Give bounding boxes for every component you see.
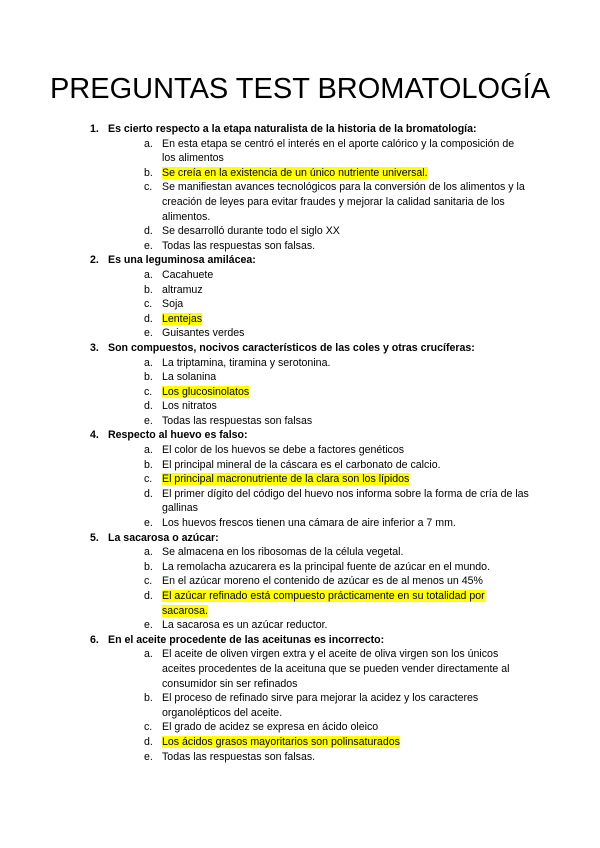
answer-option-highlighted [144,472,530,487]
option-letter: e. [144,517,153,530]
option-text: Se creía en la existencia de un único nutriente universal. [162,166,428,179]
question-text: En el aceite procedente de las aceitunas es incorrecto: [108,633,385,646]
question-item [90,341,530,429]
question-number: 4. [90,429,99,442]
option-letter: b. [144,166,153,179]
option-text: El azúcar refinado está compuesto prácticamente en su totalidad por sacarosa. [162,590,485,617]
option-letter: c. [144,473,153,486]
answer-option [144,399,530,414]
answer-options [108,356,530,429]
option-text: Todas las respuestas son falsas [162,414,313,427]
answer-option-highlighted [144,312,530,327]
option-text: Cacahuete [162,268,214,281]
option-text: Se almacena en los ribosomas de la célula vegetal. [162,546,404,559]
answer-option [144,283,530,298]
option-letter: d. [144,312,153,325]
option-text: El color de los huevos se debe a factores genéticos [162,444,405,457]
option-letter: e. [144,619,153,632]
answer-option [144,750,530,765]
option-text: La triptamina, tiramina y serotonina. [162,356,331,369]
option-text: Guisantes verdes [162,327,245,340]
option-letter: c. [144,721,153,734]
question-item [90,531,530,633]
answer-option-highlighted [144,385,530,400]
answer-option [144,268,530,283]
answer-option [144,545,530,560]
answer-option [144,574,530,589]
option-text: El proceso de refinado sirve para mejorar la acidez y los caracteres organolépticos del aceite. [162,692,479,719]
option-letter: e. [144,327,153,340]
answer-option [144,458,530,473]
option-letter: e. [144,414,153,427]
answer-option [144,356,530,371]
option-text: Lentejas [162,312,203,325]
answer-options [108,443,530,531]
question-item [90,253,530,341]
option-text: Los glucosinolatos [162,385,250,398]
option-text: El principal macronutriente de la clara son los lípidos [162,473,410,486]
answer-option [144,414,530,429]
answer-option [144,516,530,531]
question-item [90,633,530,764]
question-list [90,122,530,764]
option-letter: b. [144,283,153,296]
question-text: La sacarosa o azúcar: [108,531,219,544]
option-letter: b. [144,692,153,705]
option-letter: d. [144,400,153,413]
option-text: El aceite de oliven virgen extra y el aceite de oliva virgen son los únicos aceites procedentes de la aceituna que se pueden vender directamente al consumidor sin ser refinados [162,648,510,690]
answer-option-highlighted [144,166,530,181]
question-number: 3. [90,341,99,354]
option-text: Los ácidos grasos mayoritarios son polinsaturados [162,735,400,748]
answer-option-highlighted [144,589,530,618]
option-letter: d. [144,487,153,500]
option-text: La sacarosa es un azúcar reductor. [162,619,328,632]
option-letter: b. [144,458,153,471]
answer-options [108,545,530,633]
option-letter: a. [144,648,153,661]
answer-option [144,239,530,254]
answer-options [108,268,530,341]
answer-option [144,370,530,385]
option-text: El grado de acidez se expresa en ácido oleico [162,721,379,734]
option-letter: e. [144,750,153,763]
option-letter: c. [144,298,153,311]
answer-option [144,224,530,239]
option-letter: a. [144,137,153,150]
answer-options [108,647,530,764]
answer-option [144,560,530,575]
page-title: PREGUNTAS TEST BROMATOLOGÍA [49,73,551,105]
answer-option [144,326,530,341]
answer-option-highlighted [144,735,530,750]
answer-option [144,487,530,516]
option-text: El primer dígito del código del huevo nos informa sobre la forma de cría de las gallinas [162,487,529,515]
option-text: Los huevos frescos tienen una cámara de aire inferior a 7 mm. [162,517,456,530]
question-text: Es una leguminosa amilácea: [108,254,256,267]
option-letter: d. [144,735,153,748]
option-text: altramuz [162,283,203,296]
option-letter: b. [144,560,153,573]
option-letter: a. [144,268,153,281]
option-letter: b. [144,371,153,384]
question-item [90,122,530,253]
option-text: Los nitratos [162,400,217,413]
option-text: La remolacha azucarera es la principal fuente de azúcar en el mundo. [162,560,491,573]
question-number: 2. [90,254,99,267]
answer-option [144,180,530,224]
option-letter: c. [144,575,153,588]
option-text: En esta etapa se centró el interés en el aporte calórico y la composición de los alimentos [162,137,515,165]
option-letter: c. [144,181,153,194]
option-text: Todas las respuestas son falsas. [162,750,316,763]
option-text: Se manifiestan avances tecnológicos para la conversión de los alimentos y la creación de leyes para evitar fraudes y mejorar la calidad sanitaria de los alimentos. [162,181,525,223]
answer-option [144,691,530,720]
option-text: Se desarrolló durante todo el siglo XX [162,225,340,238]
question-number: 1. [90,123,99,135]
option-text: En el azúcar moreno el contenido de azúcar es de al menos un 45% [162,575,483,588]
answer-option [144,720,530,735]
option-letter: a. [144,356,153,369]
option-text: Soja [162,298,184,311]
option-text: El principal mineral de la cáscara es el carbonato de calcio. [162,458,441,471]
question-text: Son compuestos, nocivos característicos de las coles y otras crucíferas: [108,341,475,354]
option-text: La solanina [162,371,217,384]
answer-option [144,443,530,458]
answer-option [144,137,530,166]
option-text: Todas las respuestas son falsas. [162,239,316,252]
question-text: Es cierto respecto a la etapa naturalista de la historia de la bromatología: [108,123,477,135]
option-letter: c. [144,385,153,398]
question-text: Respecto al huevo es falso: [108,429,248,442]
question-item [90,428,530,530]
question-number: 5. [90,531,99,544]
option-letter: d. [144,225,153,238]
option-letter: e. [144,239,153,252]
question-number: 6. [90,633,99,646]
answer-options [108,137,530,254]
option-letter: a. [144,444,153,457]
option-letter: a. [144,546,153,559]
answer-option [144,297,530,312]
answer-option [144,618,530,633]
answer-option [144,647,530,691]
option-letter: d. [144,590,153,602]
